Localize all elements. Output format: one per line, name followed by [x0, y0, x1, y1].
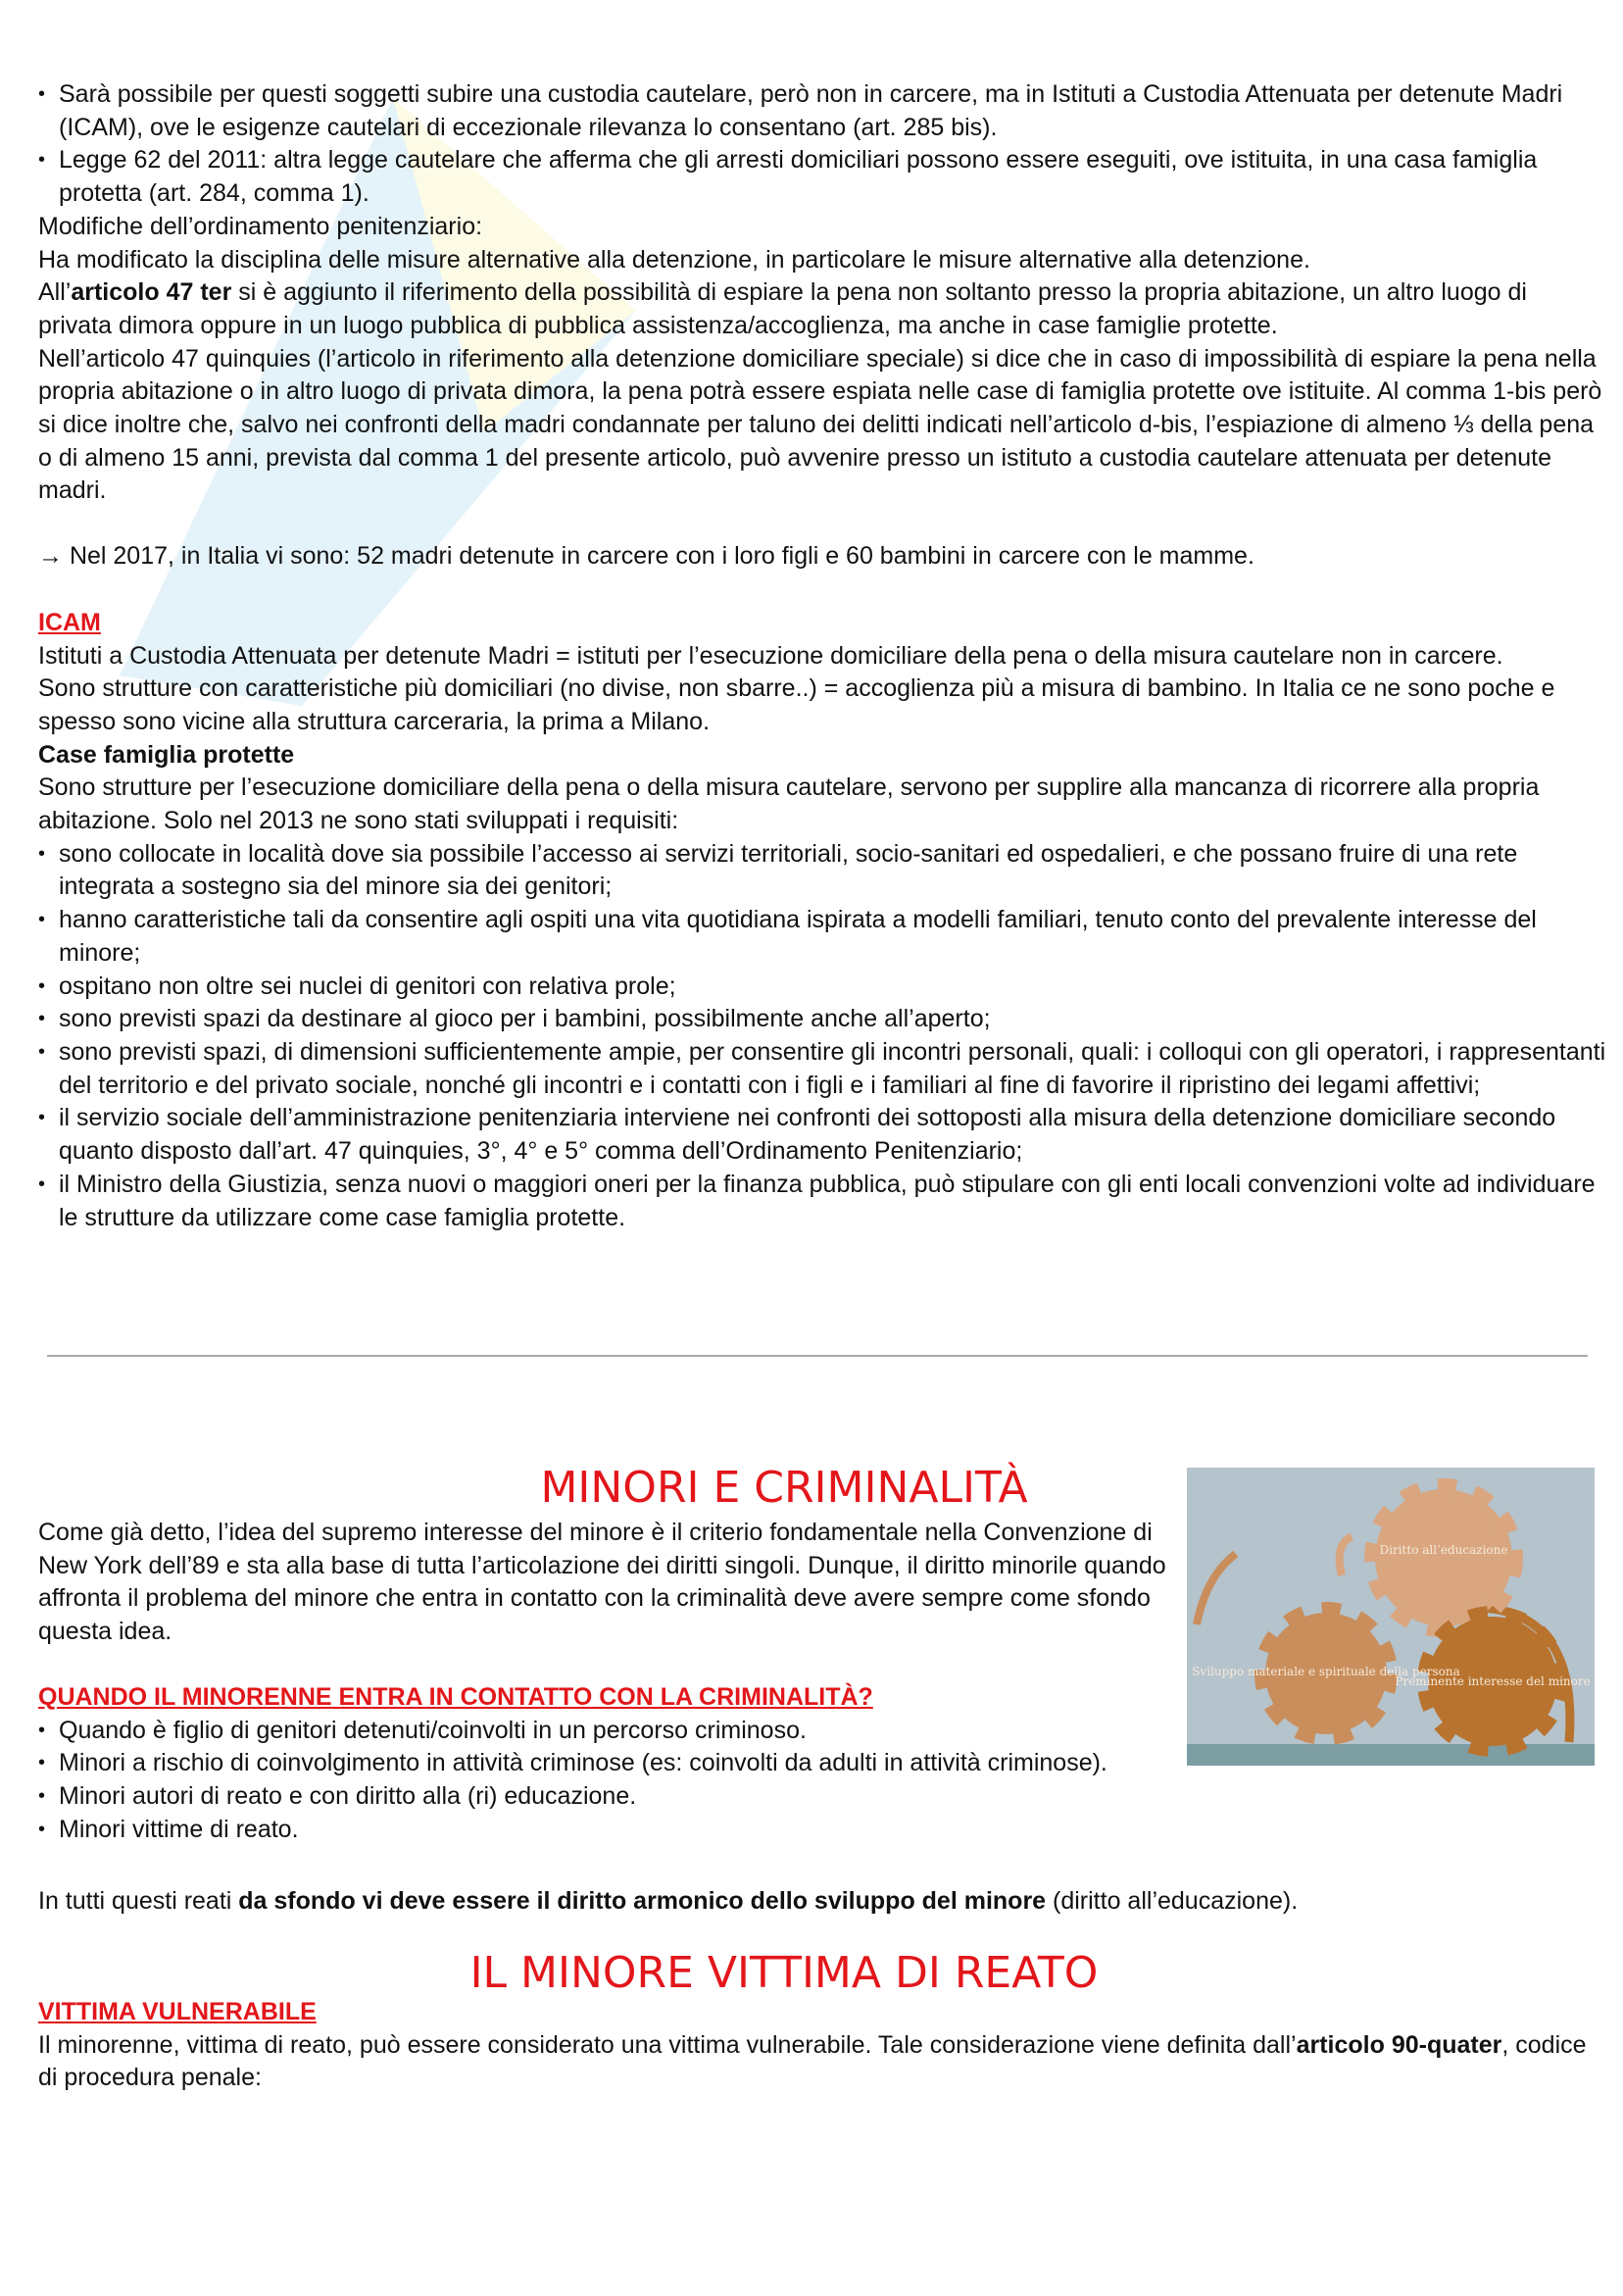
bold-text: articolo 47 ter — [71, 278, 232, 307]
text: , codice di procedura penale: — [38, 2030, 1587, 2092]
list-item: • Minori autori di reato e con diritto alla (ri) educazione. — [38, 1780, 1175, 1814]
list-item: • il servizio sociale dell’amministrazione penitenziaria interviene nei confronti dei sottoposti alla misura della detenzione domiciliare secondo quanto disposto dall’art. 47 quinquies, 3°, 4° e 5° comma dell’Ordinamento Penitenziario; — [38, 1102, 1606, 1168]
paragraph: Ha modificato la disciplina delle misure alternative alla detenzione, in particolare le misure alternative alla detenzione. — [38, 245, 1310, 274]
list-item: • sono previsti spazi da destinare al gioco per i bambini, possibilmente anche all’aperto; — [38, 1003, 1606, 1036]
top-section — [38, 78, 1606, 1234]
paragraph: Istituti a Custodia Attenuata per detenute Madri = istituti per l’esecuzione domiciliare della pena o della misura cautelare non in carcere. — [38, 641, 1503, 670]
list-item: • Legge 62 del 2011: altra legge cautelare che afferma che gli arresti domiciliari possono essere eseguiti, ove istituita, in una casa famiglia protetta (art. 284, comma 1). — [38, 144, 1606, 210]
divider — [47, 1355, 1588, 1357]
list-item: • Quando è figlio di genitori detenuti/coinvolti in un percorso criminoso. — [38, 1715, 1175, 1748]
paragraph: Nell’articolo 47 quinquies (l’articolo in riferimento alla detenzione domiciliare speciale) si dice che in caso di impossibilità di espiare la pena nella propria abitazione o in altro luogo di privata dimora, la pena potrà essere espiata nelle case di famiglia protette ove istituite. Al comma 1-bis però si dice inoltre che, salvo nei confronti della madri condannate per taluno dei delitti indicati nell’articolo d-bis, l’espiazione di almeno ⅓ della pena o di almeno 15 anni, prevista dal comma 1 del presente articolo, può avvenire presso un istituto a custodia cautelare attenuata per detenute madri. — [38, 344, 1602, 505]
minori-heading: MINORI E CRIMINALITÀ — [540, 1463, 1028, 1513]
text: Il minorenne, vittima di reato, può essere considerato una vittima vulnerabile. Tale considerazione viene definita dall’ — [38, 2030, 1297, 2059]
list-item: • Minori vittime di reato. — [38, 1814, 1175, 1847]
vittima-section — [38, 1996, 1606, 2095]
list-item: • Sarà possibile per questi soggetti subire una custodia cautelare, però non in carcere, ma in Istituti a Custodia Attenuata per detenute Madri (ICAM), ove le esigenze cautelari di eccezionale rilevanza lo consentano (art. 285 bis). — [38, 78, 1606, 144]
modifiche-title: Modifiche dell’ordinamento penitenziario: — [38, 212, 483, 240]
text: (diritto all’educazione). — [1046, 1887, 1299, 1915]
paragraph: Sono strutture per l’esecuzione domiciliare della pena o della misura cautelare, servono per supplire alla mancanza di ricorrere alla propria abitazione. Solo nel 2013 ne sono stati sviluppati i requisiti: — [38, 774, 1540, 835]
vulnerabile-title: VITTIMA VULNERABILE — [38, 1998, 317, 2025]
text: All’ — [38, 278, 72, 307]
list-item: • hanno caratteristiche tali da consentire agli ospiti una vita quotidiana ispirata a modelli familiari, tenuto conto del prevalente interesse del minore; — [38, 904, 1606, 970]
list-item: • Minori a rischio di coinvolgimento in attività criminose (es: coinvolti da adulti in attività criminose). — [38, 1747, 1117, 1780]
case-bullets — [38, 838, 1606, 1234]
gear-label: Diritto all’educazione — [1379, 1543, 1508, 1557]
paragraph: Sono strutture con caratteristiche più domiciliari (no divise, non sbarre..) = accoglienza più a misura di bambino. In Italia ce ne sono poche e spesso sono vicine alla struttura carceraria, la prima a Milano. — [38, 674, 1555, 735]
paragraph — [38, 1885, 1606, 1919]
paragraph — [38, 2029, 1606, 2095]
list-item: • sono previsti spazi, di dimensioni sufficientemente ampie, per consentire gli incontri personali, quali: i colloqui con gli operatori, i rappresentanti del territorio e del privato sociale, nonché gli incontri e i contatti con i figli e i familiari al fine di favorire il ripristino dei legami affettivi; — [38, 1036, 1606, 1102]
quando-bullets — [38, 1715, 1175, 1847]
gear-label: Sviluppo materiale e spirituale della persona — [1192, 1665, 1460, 1678]
list-item: • ospitano non oltre sei nuclei di genitori con relativa prole; — [38, 971, 1606, 1004]
icam-title: ICAM — [38, 608, 101, 636]
text: In tutti questi reati — [38, 1887, 239, 1915]
list-item: • il Ministro della Giustizia, senza nuovi o maggiori oneri per la finanza pubblica, può stipulare con gli enti locali convenzioni volte ad individuare le strutture da utilizzare come case famiglia protette. — [38, 1169, 1606, 1234]
paragraph — [38, 276, 1606, 342]
intro-bullets — [38, 78, 1606, 211]
minori-section — [38, 1517, 1175, 1846]
stat-2017: → Nel 2017, in Italia vi sono: 52 madri detenute in carcere con i loro figli e 60 bambini in carcere con le mamme. — [38, 542, 1254, 571]
gear-label: Preminente interesse del minore — [1395, 1674, 1591, 1688]
vittima-heading: IL MINORE VITTIMA DI REATO — [469, 1948, 1099, 1998]
paragraph: Come già detto, l’idea del supremo interesse del minore è il criterio fondamentale nella Convenzione di New York dell’89 e sta alla base di tutta l’articolazione dei diritti singoli. Dunque, il diritto minorile quando affronta il problema del minore che entra in contatto con la criminalità deve avere sempre come sfondo questa idea. — [38, 1519, 1166, 1646]
bold-text: articolo 90-quater — [1296, 2030, 1502, 2059]
case-title: Case famiglia protette — [38, 740, 295, 769]
text: si è aggiunto il riferimento della possibilità di espiare la pena non soltanto presso la propria abitazione, un altro luogo di privata dimora oppure in un luogo pubblica di pubblica assistenza/accoglienza, ma anche in case famiglie protette. — [38, 278, 1527, 339]
quando-title: QUANDO IL MINORENNE ENTRA IN CONTATTO CON LA CRIMINALITÀ? — [38, 1682, 873, 1711]
gears-image — [1187, 1468, 1595, 1766]
list-item: • sono collocate in località dove sia possibile l’accesso ai servizi territoriali, socio-sanitari ed ospedalieri, e che possano fruire di una rete integrata a sostegno sia del minore sia dei genitori; — [38, 838, 1606, 904]
bold-text: da sfondo vi deve essere il diritto armonico dello sviluppo del minore — [238, 1887, 1047, 1915]
